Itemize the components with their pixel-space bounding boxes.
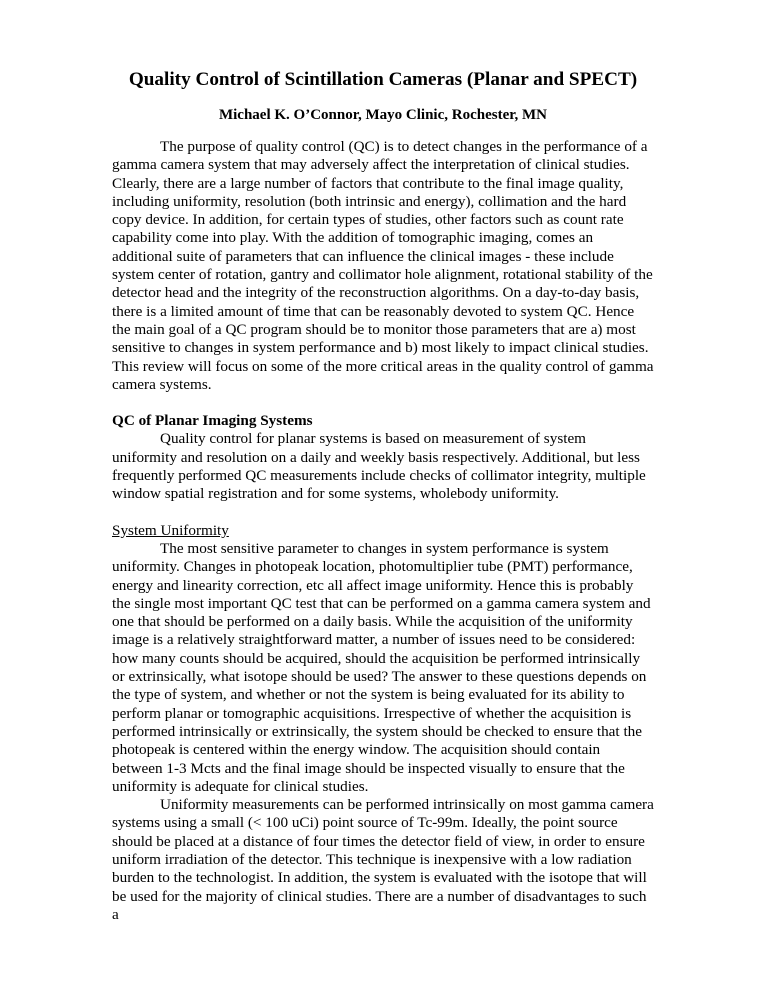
section-heading-planar: QC of Planar Imaging Systems (112, 412, 313, 430)
planar-paragraph: Quality control for planar systems is based on measurement of system uniformity and resolution on a daily and weekly basis respectively. Additional, but less frequently performed QC measurements include checks of collimator integrity, multiple window spatial registration and for some systems, wholebody uniformity. (112, 430, 646, 503)
section-heading-uniformity: System Uniformity (112, 521, 229, 539)
uniformity-paragraph-1: The most sensitive parameter to changes in system performance is system uniformity. Changes in photopeak location, photomultiplier tube (PMT) performance, energy and linearity correction, etc all affect image uniformity. Hence this is probably the single most important QC test that can be performed on a gamma camera system and one that should be performed on a daily basis. While the acquisition of the uniformity image is a relatively straightforward matter, a number of issues need to be considered: how many counts should be acquired, should the acquisition be performed intrinsically or extrinsically, what isotope should be used? The answer to these questions depends on the type of system, and whether or not the system is being evaluated for its ability to perform planar or tomographic acquisitions. Irrespective of whether the acquisition is performed intrinsically or extrinsically, the system should be checked to ensure that the photopeak is centered within the energy window. The acquisition should contain between 1-3 Mcts and the final image should be inspected visually to ensure that the uniformity is adequate for clinical studies. (112, 539, 651, 795)
intro-paragraph: The purpose of quality control (QC) is to detect changes in the performance of a gamma camera system that may adversely affect the interpretation of clinical studies. Clearly, there are a large number of factors that contribute to the final image quality, including uniformity, resolution (both intrinsic and energy), collimation and the hard copy device. In addition, for certain types of studies, other factors such as count rate capability come into play. With the addition of tomographic imaging, comes an additional suite of parameters that can influence the clinical images - these include system center of rotation, gantry and collimator hole alignment, rotational stability of the detector head and the integrity of the reconstruction algorithms. On a day-to-day basis, there is a limited amount of time that can be reasonably devoted to system QC. Hence the main goal of a QC program should be to monitor those parameters that are a) most sensitive to changes in system performance and b) most likely to impact clinical studies. This review will focus on some of the more critical areas in the quality control of gamma camera systems. (112, 138, 654, 393)
document-title: Quality Control of Scintillation Cameras (Planar and SPECT) (128, 69, 638, 90)
uniformity-paragraph-2: Uniformity measurements can be performed intrinsically on most gamma camera systems using a small (< 100 uCi) point source of Tc-99m. Ideally, the point source should be placed at a distance of four times the detector field of view, in order to ensure uniform irradiation of the detector. This technique is inexpensive with a low radiation burden to the technologist. In addition, the system is evaluated with the isotope that will be used for the majority of clinical studies. There are a number of disadvantages to such a (112, 796, 654, 923)
author-line: Michael K. O’Connor, Mayo Clinic, Rochester, MN (218, 107, 548, 123)
